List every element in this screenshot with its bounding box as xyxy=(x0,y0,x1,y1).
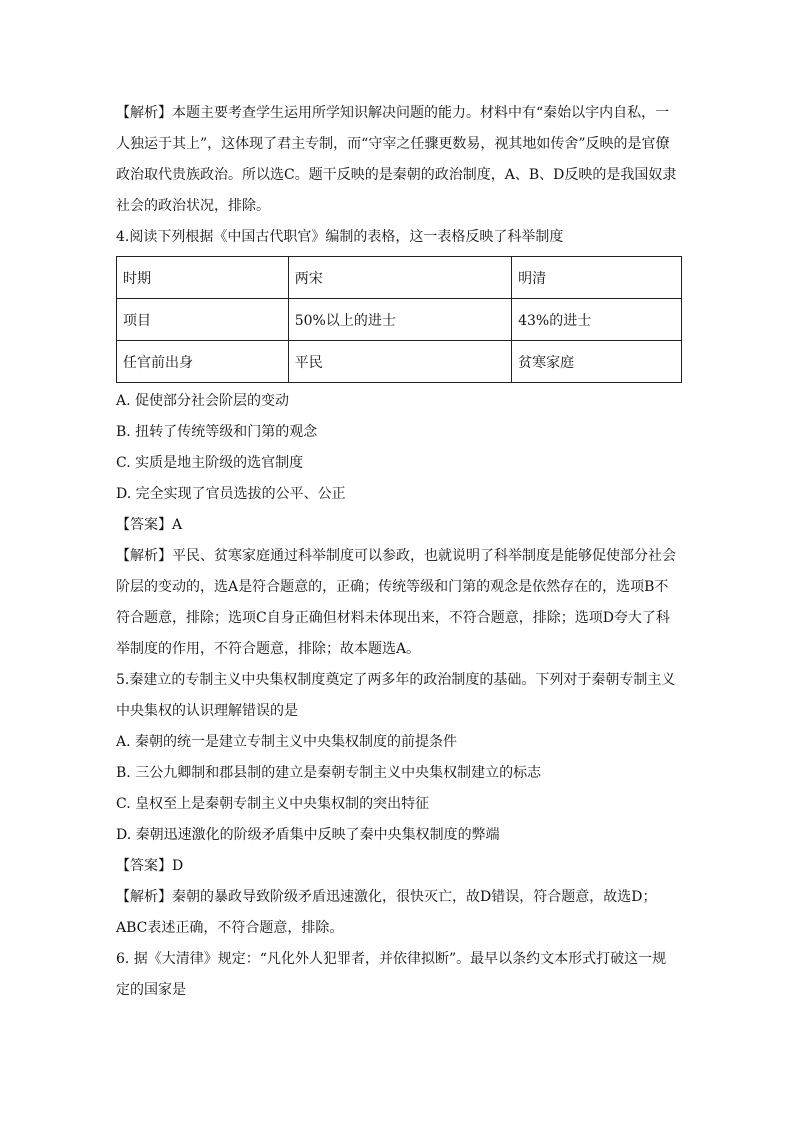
question-6: 6. 据《大清律》规定：“凡化外人犯罪者，并依律拟断”。最早以条约文本形式打破这一规定的国家是 xyxy=(116,951,667,998)
option-d: D. 秦朝迅速激化的阶级矛盾集中反映了秦中央集权制度的弊端 xyxy=(116,827,500,843)
table-cell: 贫寒家庭 xyxy=(512,341,682,383)
table-cell: 平民 xyxy=(288,341,511,383)
table-cell: 明清 xyxy=(512,257,682,299)
table-cell: 任官前出身 xyxy=(117,341,289,383)
data-table xyxy=(116,256,682,383)
question-4: 4.阅读下列根据《中国古代职官》编制的表格，这一表格反映了科举制度 xyxy=(116,229,564,245)
analysis-q5: 【解析】秦朝的暴政导致阶级矛盾迅速激化，很快灭亡，故D错误，符合题意，故选D；ABC表述正确，不符合题意，排除。 xyxy=(116,889,657,936)
question-5: 5.秦建立的专制主义中央集权制度奠定了两多年的政治制度的基础。下列对于秦朝专制主义中央集权的认识理解错误的是 xyxy=(116,672,676,719)
option-c: C. 皇权至上是秦朝专制主义中央集权制的突出特征 xyxy=(116,796,430,812)
answer-q4: 【答案】A xyxy=(116,517,183,533)
table-cell: 两宋 xyxy=(288,257,511,299)
table-cell: 50%以上的进士 xyxy=(288,299,511,341)
document-page xyxy=(116,98,680,1006)
analysis-q4: 【解析】平民、贫寒家庭通过科举制度可以参政，也就说明了科举制度是能够促使部分社会阶层的变动的，选A是符合题意的，正确；传统等级和门第的观念是依然存在的，选项B不符合题意，排除；选项C自身正确但材料未体现出来，不符合题意，排除；选项D夸大了科举制度的作用，不符合题意，排除；故本题选A。 xyxy=(116,548,676,657)
option-d: D. 完全实现了官员选拔的公平、公正 xyxy=(116,486,346,502)
analysis-q3: 【解析】本题主要考查学生运用所学知识解决问题的能力。材料中有“秦始以宇内自私，一人独运于其上”，这体现了君主专制，而“守宰之任骤更数易，视其地如传舍”反映的是官僚政治取代贵族政治。所以选C。题干反映的是秦朝的政治制度，A、B、D反映的是我国奴隶社会的政治状况，排除。 xyxy=(116,105,677,214)
table-row xyxy=(117,257,682,299)
table-cell: 项目 xyxy=(117,299,289,341)
option-a: A. 促使部分社会阶层的变动 xyxy=(116,393,290,409)
table-cell: 43%的进士 xyxy=(512,299,682,341)
table-cell: 时期 xyxy=(117,257,289,299)
table-row xyxy=(117,299,682,341)
option-c: C. 实质是地主阶级的选官制度 xyxy=(116,455,304,471)
answer-q5: 【答案】D xyxy=(116,858,184,874)
option-a: A. 秦朝的统一是建立专制主义中央集权制度的前提条件 xyxy=(116,734,458,750)
table-row xyxy=(117,341,682,383)
option-b: B. 三公九卿制和郡县制的建立是秦朝专制主义中央集权制建立的标志 xyxy=(116,765,542,781)
option-b: B. 扭转了传统等级和门第的观念 xyxy=(116,424,318,440)
